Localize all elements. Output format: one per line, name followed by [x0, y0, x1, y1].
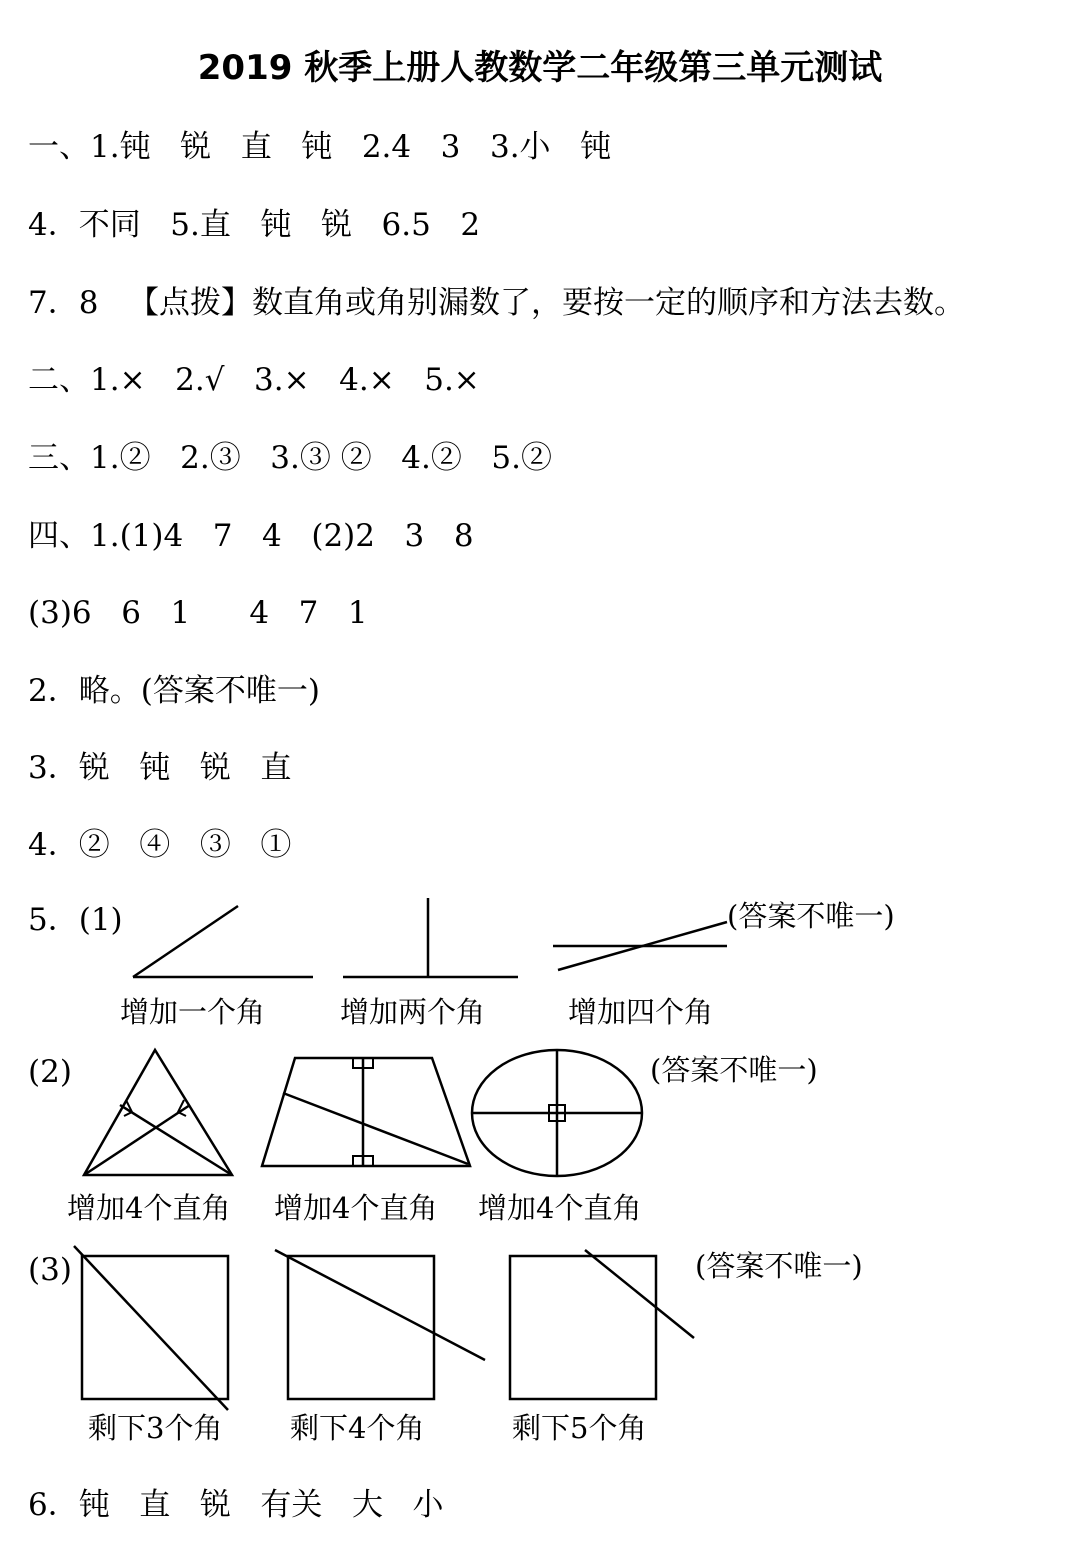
answer-line-4: 二、1.× 2.√ 3.× 4.× 5.×	[28, 362, 480, 398]
caption-add-four-angles: 增加四个角	[568, 995, 714, 1029]
answer-line-3: 7．8 【点拨】数直角或角别漏数了，要按一定的顺序和方法去数。	[28, 285, 966, 321]
triangle-figure	[84, 1050, 232, 1175]
q5-part2-label: (2)	[28, 1054, 72, 1090]
page-title: 2019 秋季上册人教数学二年级第三单元测试	[197, 48, 883, 88]
perpendicular-figure	[343, 898, 518, 977]
q5-part3-note: (答案不唯一)	[695, 1249, 863, 1283]
trapezoid-figure	[262, 1058, 470, 1166]
q5-label: 5．(1)	[28, 902, 123, 938]
answer-line-6: 四、1.(1)4 7 4 (2)2 3 8	[28, 518, 474, 554]
q5-part2-note: (答案不唯一)	[650, 1053, 818, 1087]
caption-triangle: 增加4个直角	[67, 1191, 231, 1225]
caption-trapezoid: 增加4个直角	[274, 1191, 438, 1225]
caption-square-3: 剩下3个角	[88, 1411, 223, 1445]
caption-add-one-angle: 增加一个角	[120, 995, 266, 1029]
answer-line-5: 三、1.② 2.③ 3.③ ② 4.② 5.②	[28, 440, 552, 476]
caption-square-4: 剩下4个角	[290, 1411, 425, 1445]
answer-line-8: 2．略。(答案不唯一)	[28, 673, 320, 709]
answer-line-6-final: 6．钝 直 锐 有关 大 小	[28, 1487, 444, 1523]
q5-part1-note: (答案不唯一)	[727, 899, 895, 933]
q5-part3-label: (3)	[28, 1252, 72, 1288]
answer-line-1: 一、1.钝 锐 直 钝 2.4 3 3.小 钝	[28, 129, 612, 165]
crossing-lines-figure	[553, 922, 727, 970]
answer-line-10: 4．② ④ ③ ①	[28, 827, 292, 863]
answer-line-2: 4．不同 5.直 钝 锐 6.5 2	[28, 207, 481, 243]
caption-add-two-angles: 增加两个角	[340, 995, 486, 1029]
acute-angle-figure	[133, 906, 313, 977]
square-cut-4-figure	[275, 1250, 485, 1399]
ellipse-figure	[472, 1050, 642, 1176]
answer-line-9: 3．锐 钝 锐 直	[28, 750, 292, 786]
caption-ellipse: 增加4个直角	[478, 1191, 642, 1225]
square-cut-5-figure	[510, 1250, 694, 1399]
answer-line-7: (3)6 6 1 4 7 1	[28, 595, 368, 631]
square-cut-3-figure	[74, 1246, 228, 1410]
caption-square-5: 剩下5个角	[512, 1411, 647, 1445]
